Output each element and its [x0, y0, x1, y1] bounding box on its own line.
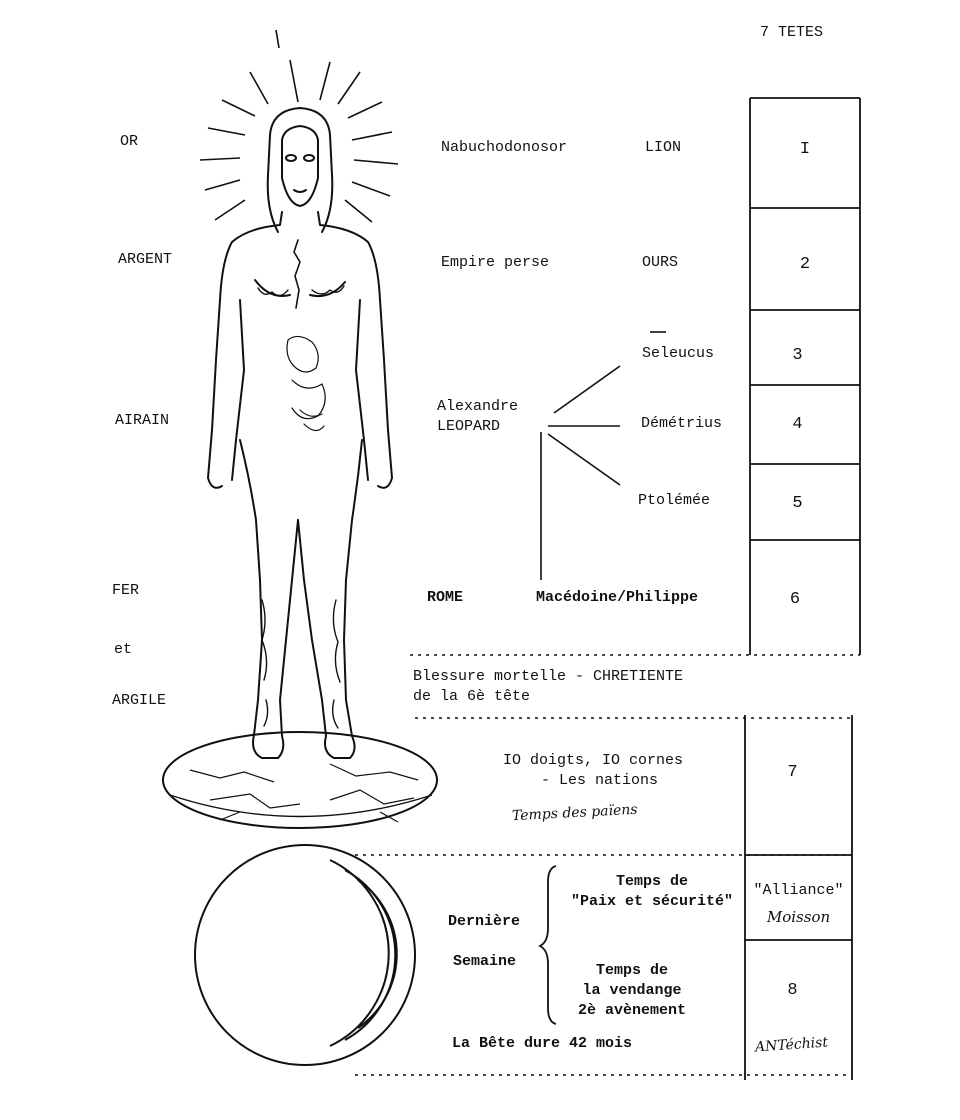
alliance-label: "Alliance": [753, 882, 844, 899]
empire-macedoine: Macédoine/Philippe: [536, 589, 699, 606]
head-7: 7: [787, 763, 798, 782]
empire-perse: Empire perse: [441, 254, 550, 271]
semaine-label: Semaine: [453, 953, 517, 970]
head-4: 4: [792, 415, 803, 434]
beast-ours: OURS: [642, 254, 679, 271]
nations-handwritten: Temps des païens: [511, 801, 638, 825]
vendange-line2: la vendange: [582, 982, 682, 999]
derniere-label: Dernière: [448, 913, 521, 930]
metal-airain: AIRAIN: [115, 412, 170, 429]
head-6: 6: [789, 590, 801, 609]
metal-et: et: [114, 641, 133, 658]
metal-fer: FER: [112, 582, 140, 599]
empire-alexandre: Alexandre: [437, 398, 519, 415]
nations-line1: IO doigts, IO cornes: [503, 752, 684, 769]
head-8: 8: [787, 981, 798, 1000]
beast-leopard: LEOPARD: [437, 418, 501, 435]
metal-argent: ARGENT: [118, 251, 173, 268]
head-3: 3: [792, 346, 803, 365]
semaine-brace: [540, 866, 556, 1024]
head-1: I: [799, 140, 811, 159]
pedestal-disc: [163, 732, 437, 828]
beast-lion: LION: [645, 139, 682, 156]
vendange-line1: Temps de: [595, 962, 668, 979]
empire-nabuchodonosor: Nabuchodonosor: [441, 139, 568, 156]
heads-title: 7 TETES: [760, 24, 824, 41]
metal-or: OR: [120, 133, 139, 150]
blessure-line1: Blessure mortelle - CHRETIENTE: [413, 668, 684, 685]
alexandre-branches: [541, 332, 666, 580]
metal-argile: ARGILE: [112, 692, 167, 709]
paix-line2: "Paix et sécurité": [570, 893, 734, 910]
moisson-handwritten: Moisson: [766, 908, 831, 926]
king-ptolemee: Ptolémée: [638, 492, 711, 509]
blessure-line2: de la 6è tête: [413, 688, 531, 705]
sphere: [195, 845, 415, 1065]
vendange-line3: 2è avènement: [577, 1002, 687, 1019]
king-seleucus: Seleucus: [642, 345, 715, 362]
head-5: 5: [792, 494, 803, 513]
paix-line1: Temps de: [615, 873, 688, 890]
antechrist-handwritten: ANTéchist: [754, 1034, 829, 1056]
nations-line2: - Les nations: [541, 772, 659, 789]
head-2: 2: [799, 255, 811, 274]
empire-rome: ROME: [427, 589, 464, 606]
king-demetrius: Démétrius: [641, 415, 723, 432]
bete-duration: La Bête dure 42 mois: [452, 1035, 633, 1052]
